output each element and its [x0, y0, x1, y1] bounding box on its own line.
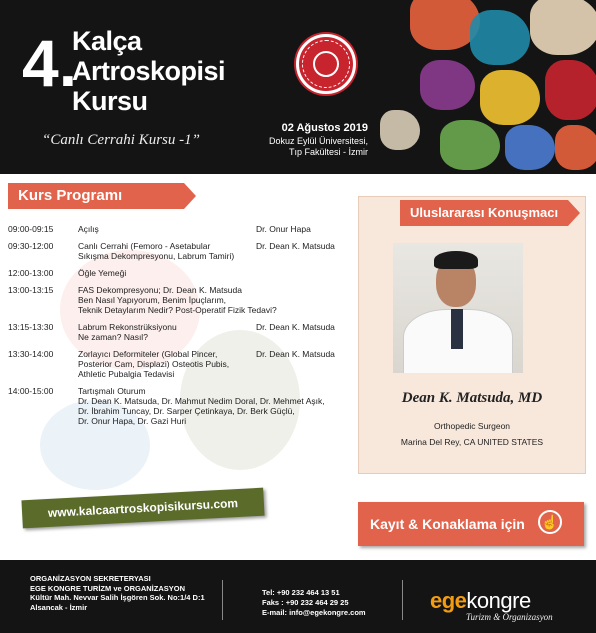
register-label: Kayıt & Konaklama için [370, 516, 525, 532]
program-speaker: Dr. Onur Hapa [256, 224, 311, 234]
register-button[interactable] [358, 502, 584, 546]
speaker-heading: Uluslararası Konuşmacı [400, 200, 568, 226]
egekongre-logo: egekongre [430, 588, 531, 613]
program-speaker: Dr. Dean K. Matsuda [256, 322, 335, 332]
course-subtitle: “Canlı Cerrahi Kursu -1” [42, 132, 200, 148]
contact-info: Tel: +90 232 464 13 51 Faks : +90 232 464 29 25 E-mail: info@egekongre.com [262, 588, 366, 617]
speaker-name: Dean K. Matsuda, MD [401, 390, 543, 406]
program-row [8, 268, 353, 278]
brand-subtitle: Turizm & Organizasyon [466, 612, 553, 622]
course-number: 4. [22, 26, 78, 100]
program-time: 13:30-14:00 [8, 349, 54, 359]
program-row [8, 322, 353, 342]
speaker-location: Marina Del Rey, CA UNITED STATES [400, 437, 544, 447]
program-row [8, 285, 353, 315]
program-row [8, 241, 353, 261]
program-topic: Açılış [78, 224, 99, 234]
program-speaker: Dr. Dean K. Matsuda [256, 349, 335, 359]
program-time: 14:00-15:00 [8, 386, 54, 396]
title-line: Kursu [72, 86, 148, 116]
organizer-info: ORGANİZASYON SEKRETERYASI EGE KONGRE TURİZM ve ORGANİZASYON Kültür Mah. Nevvar Salih İşgören Sok. No:1/4 D:1 Alsancak - İzmir [30, 574, 205, 612]
program-speaker: Dr. Dean K. Matsuda [256, 241, 335, 251]
event-venue: Dokuz Eylül Üniversitesi, Tıp Fakültesi - İzmir [268, 136, 368, 157]
program-topic: FAS Dekompresyonu; Dr. Dean K. Matsuda Ben Nasıl Yapıyorum, Benim İpuçlarım, Teknik Detaylarım Nedir? Post-Operatif Fizik Tedavi? [78, 285, 277, 315]
divider [222, 580, 223, 620]
event-date: 02 Ağustos 2019 [281, 122, 368, 134]
speaker-role: Orthopedic Surgeon [433, 421, 511, 431]
program-topic: Tartışmalı Oturum Dr. Dean K. Matsuda, Dr. Mahmut Nedim Doral, Dr. Mehmet Aşık, Dr. İbrahim Tuncay, Dr. Sarper Çetinkaya, Dr. Berk Güçlü, Dr. Onur Hapa, Dr. Gazi Huri [78, 386, 325, 426]
course-title [72, 26, 225, 116]
speaker-info [358, 418, 586, 450]
program-row [8, 349, 353, 379]
program-row [8, 224, 353, 234]
program-time: 09:00-09:15 [8, 224, 54, 234]
program-topic: Öğle Yemeği [78, 268, 127, 278]
program-list [8, 224, 353, 433]
program-time: 12:00-13:00 [8, 268, 54, 278]
divider [402, 580, 403, 620]
title-line: Artroskopisi [72, 56, 226, 86]
program-topic: Zorlayıcı Deformiteler (Global Pincer, Posterior Cam, Displazi) Osteotis Pubis, Athletic Pubalgia Tedavisi [78, 349, 230, 379]
program-row [8, 386, 353, 426]
program-time: 13:15-13:30 [8, 322, 54, 332]
pointer-hand-icon: ☝ [538, 510, 562, 534]
speaker-photo [393, 243, 523, 373]
footer [0, 560, 596, 633]
website-link[interactable]: www.kalcaartroskopisikursu.com [21, 488, 264, 529]
university-seal-logo [296, 34, 356, 94]
program-time: 09:30-12:00 [8, 241, 54, 251]
program-time: 13:00-13:15 [8, 285, 54, 295]
program-topic: Canlı Cerrahi (Femoro - Asetabular Sıkışma Dekompresyonu, Labrum Tamiri) [78, 241, 235, 261]
title-line: Kalça [72, 26, 142, 56]
program-topic: Labrum Rekonstrüksiyonu Ne zaman? Nasıl? [78, 322, 177, 342]
program-heading: Kurs Programı [8, 183, 184, 209]
